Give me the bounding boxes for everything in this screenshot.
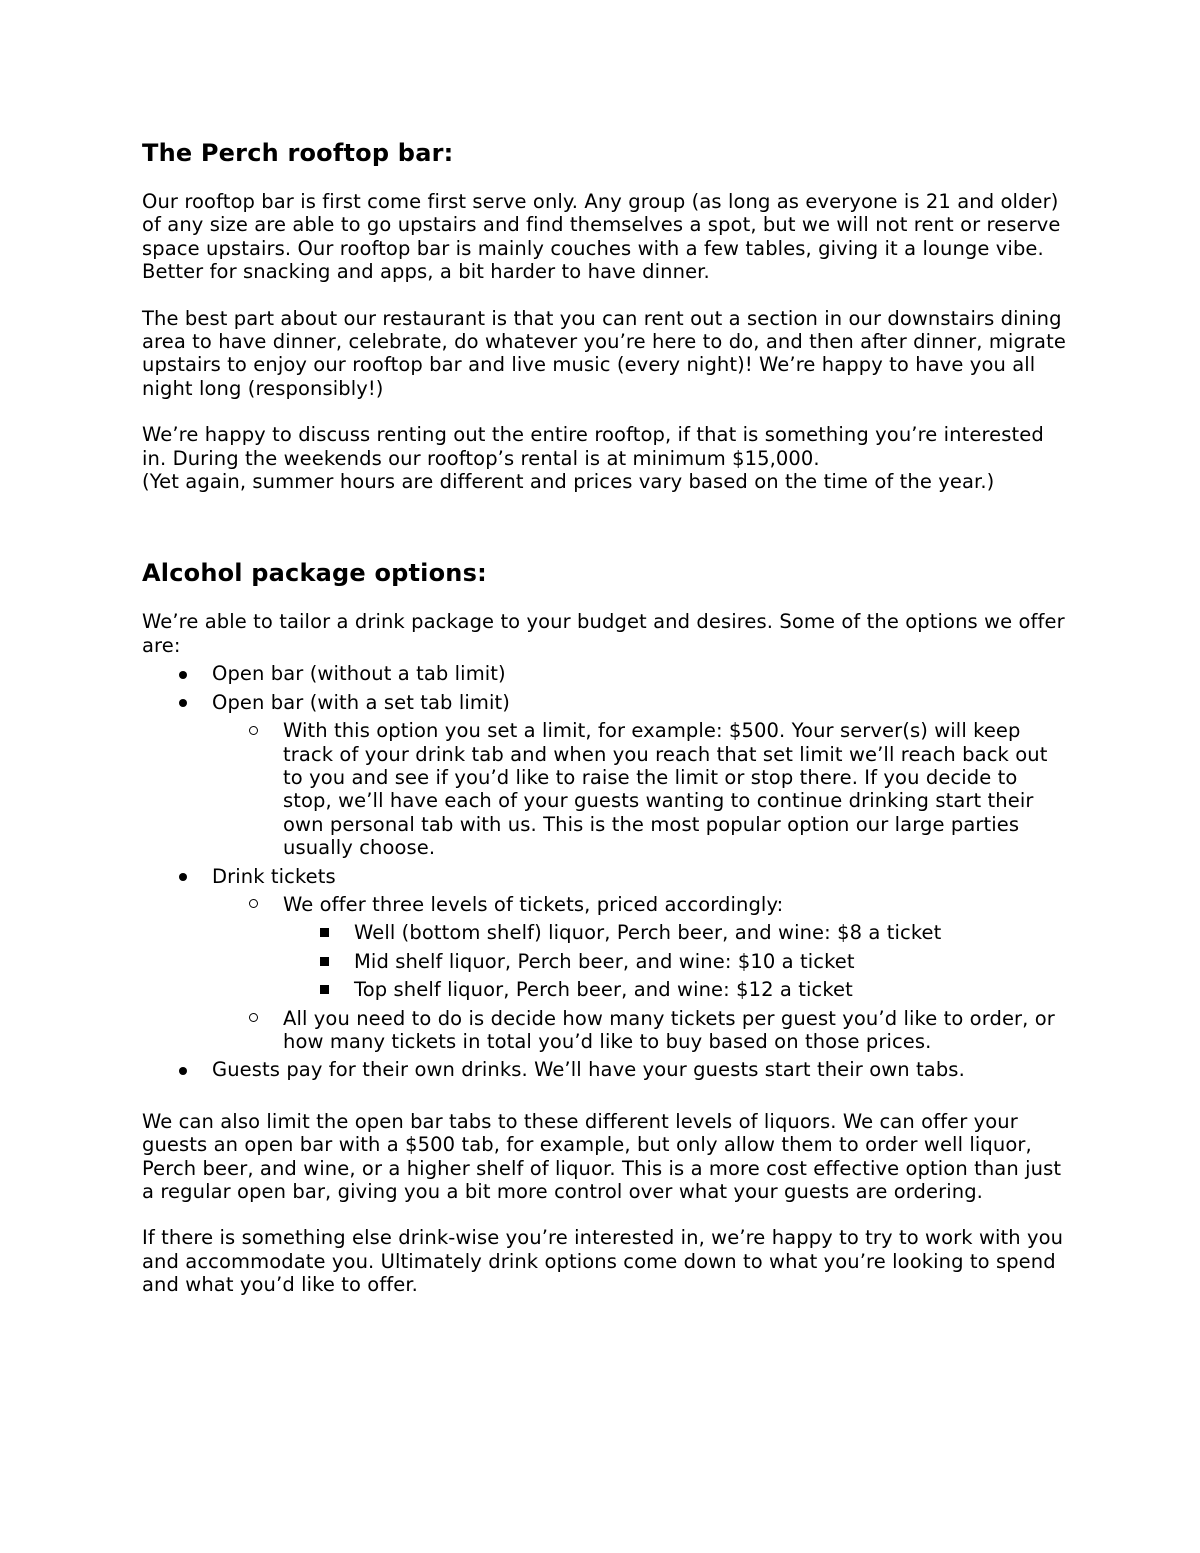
hollow-circle-bullet-icon [246, 719, 260, 742]
list-item: Drink tickets We offer three levels of tickets, priced accordingly: Well (bottom shelf) liquor, Perch beer, and wine: $8 a ticket Mid shelf liquor, Perch beer, and wine: $10 a ticket Top shelf liquor, Perch beer, and wine: $12 a ticket All you need to do is decide how many tickets per guest you’d like to order, or how many tickets in total you’d like to buy based on those prices. [142, 865, 1072, 1054]
square-bullet-icon [317, 950, 331, 973]
list-item: Open bar (with a set tab limit) With this option you set a limit, for example: $500. Your server(s) will keep track of your drink tab and when you reach that set limit we’ll reach back out to you and see if you’d like to raise the limit or stop there. If you decide to stop, we’ll have each of your guests wanting to continue drinking start their own personal tab with us. This is the most popular option our large parties usually choose. [142, 691, 1072, 860]
hollow-circle-bullet-icon [246, 893, 260, 916]
filled-circle-bullet-icon [176, 691, 190, 714]
filled-circle-bullet-icon [176, 1058, 190, 1081]
document-page [142, 137, 1072, 1297]
rooftop-paragraph-3-line-1: We’re happy to discuss renting out the entire rooftop, if that is something you’re interested in. During the weekends our rooftop’s rental is at minimum $15,000. [142, 423, 1044, 470]
list-item: Mid shelf liquor, Perch beer, and wine: $10 a ticket [283, 950, 1072, 973]
sub-list [212, 893, 1072, 1053]
list-item: Top shelf liquor, Perch beer, and wine: $12 a ticket [283, 978, 1072, 1001]
limit-paragraph: We can also limit the open bar tabs to these different levels of liquors. We can offer your guests an open bar with a $500 tab, for example, but only allow them to order well liquor, Perch beer, and wine, or a higher shelf of liquor. This is a more cost effective option than just a regular open bar, giving you a bit more control over what your guests are ordering. [142, 1109, 1062, 1203]
rooftop-paragraph-3-line-2: (Yet again, summer hours are different and prices vary based on the time of the year.) [142, 470, 995, 494]
hollow-circle-bullet-icon [246, 1007, 260, 1030]
other-options-paragraph: If there is something else drink-wise you’re interested in, we’re happy to try to work with you and accommodate you. Ultimately drink options come down to what you’re looking to spend and what you’d like to offer. [142, 1226, 1064, 1297]
list-item: We offer three levels of tickets, priced accordingly: Well (bottom shelf) liquor, Perch beer, and wine: $8 a ticket Mid shelf liquor, Perch beer, and wine: $10 a ticket Top shelf liquor, Perch beer, and wine: $12 a ticket [212, 893, 1072, 1002]
list-item: Open bar (without a tab limit) [142, 662, 1072, 685]
alcohol-heading: Alcohol package options: [142, 559, 487, 588]
filled-circle-bullet-icon [176, 662, 190, 685]
package-options-list [142, 662, 1072, 1082]
alcohol-intro: We’re able to tailor a drink package to your budget and desires. Some of the options we offer are: [142, 610, 1065, 657]
list-item: All you need to do is decide how many tickets per guest you’d like to order, or how many tickets in total you’d like to buy based on those prices. [212, 1007, 1072, 1054]
rooftop-heading: The Perch rooftop bar: [142, 139, 454, 167]
list-item: Well (bottom shelf) liquor, Perch beer, and wine: $8 a ticket [283, 921, 1072, 944]
square-bullet-icon [317, 921, 331, 944]
sub-list [212, 719, 1072, 859]
rooftop-paragraph-1: Our rooftop bar is first come first serve only. Any group (as long as everyone is 21 and older) of any size are able to go upstairs and find themselves a spot, but we will not rent or reserve space upstairs. Our rooftop bar is mainly couches with a few tables, giving it a lounge vibe. Better for snacking and apps, a bit harder to have dinner. [142, 190, 1061, 284]
rooftop-paragraph-3 [142, 423, 1072, 493]
filled-circle-bullet-icon [176, 865, 190, 888]
list-item: With this option you set a limit, for example: $500. Your server(s) will keep track of your drink tab and when you reach that set limit we’ll reach back out to you and see if you’d like to raise the limit or stop there. If you decide to stop, we’ll have each of your guests wanting to continue drinking start their own personal tab with us. This is the most popular option our large parties usually choose. [212, 719, 1072, 859]
alcohol-section [142, 557, 1072, 1296]
ticket-levels-list [283, 921, 1072, 1001]
list-item: Guests pay for their own drinks. We’ll have your guests start their own tabs. [142, 1058, 1072, 1081]
rooftop-paragraph-2: The best part about our restaurant is that you can rent out a section in our downstairs dining area to have dinner, celebrate, do whatever you’re here to do, and then after dinner, migrate upstairs to enjoy our rooftop bar and live music (every night)! We’re happy to have you all night long (responsibly!) [142, 306, 1066, 400]
square-bullet-icon [317, 978, 331, 1001]
